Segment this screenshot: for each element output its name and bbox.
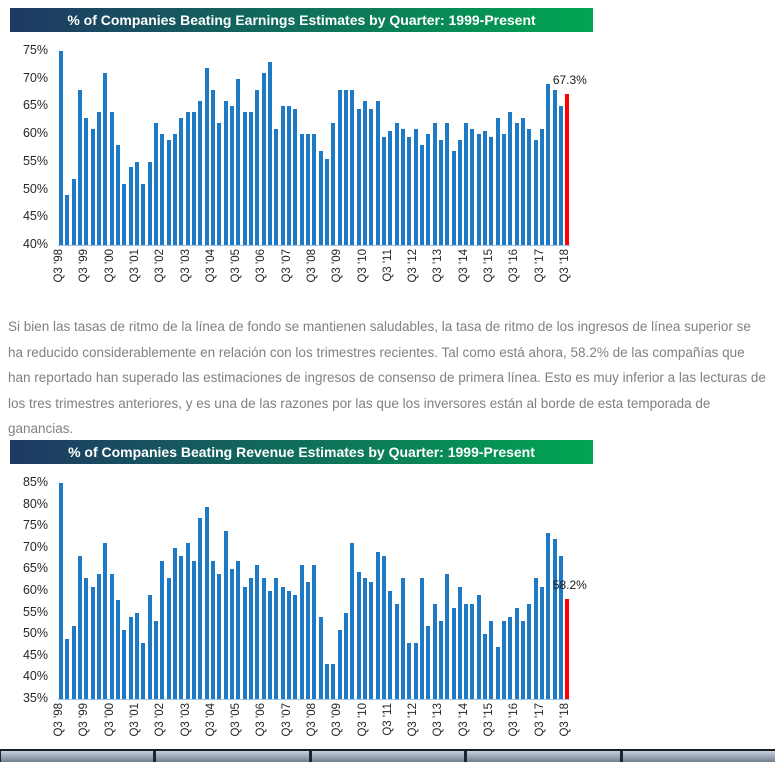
bar [160,561,164,699]
bar [167,578,171,699]
y-axis-tick-label: 35% [22,691,48,705]
bar [300,565,304,699]
bar [502,621,506,699]
bar [293,595,297,699]
revenue-chart-title: % of Companies Beating Revenue Estimates by Quarter: 1999-Present [10,440,593,464]
bar [306,582,310,699]
x-axis-tick-label: Q3 '03 [179,703,192,737]
bar [179,118,183,245]
bar [534,140,538,245]
bar [496,647,500,699]
y-axis-tick-label: 65% [22,98,48,113]
x-axis-tick-label: Q3 '12 [407,249,420,283]
bar [464,604,468,699]
bar [363,578,367,699]
bar [489,621,493,699]
y-axis-tick-label: 70% [22,70,48,85]
x-axis-tick-label: Q3 '98 [53,703,66,737]
x-axis-tick-label: Q3 '14 [457,249,470,283]
bar [243,587,247,699]
bar [230,106,234,245]
bar [268,62,272,245]
x-axis-tick-label: Q3 '01 [129,249,141,283]
x-axis-tick-label: Q3 '10 [356,703,369,737]
bar [426,626,430,699]
taskbar-window-button[interactable] [623,751,775,762]
bar [483,131,487,245]
taskbar-window-button[interactable] [1,751,153,762]
bar [198,518,202,699]
y-axis-tick-label: 75% [22,43,48,57]
bar [420,578,424,699]
x-axis-tick-label: Q3 '09 [331,249,344,283]
bar [470,604,474,699]
bar [395,604,399,699]
bar [274,129,278,245]
taskbar-window-button[interactable] [156,751,308,762]
bar [262,578,266,699]
bar [129,167,133,245]
bar [173,548,177,699]
y-axis-tick-label: 40% [22,237,48,251]
bar [287,106,291,245]
bar [357,109,361,245]
bar [205,68,209,245]
taskbar-window-button[interactable] [312,751,464,762]
bar [255,565,259,699]
bar [186,543,190,699]
bar [534,578,538,699]
bar [116,600,120,699]
bar [262,73,266,245]
bar [433,604,437,699]
x-axis-tick-label: Q3 '02 [154,703,167,737]
bar [97,112,101,245]
bar [135,613,139,699]
bar [103,543,107,699]
bar [122,630,126,699]
bar [167,140,171,245]
commentary-paragraph: Si bien las tasas de ritmo de la línea de fondo se mantienen saludables, la tasa de ritmo de los ingresos de línea superior se ha reducido considerablemente en relación con los trimestres recientes. Tal como está ahora, 58.2% de las compañías que han reportado han superado las estimaciones de ingresos de consenso de primera línea. Esto es muy inferior a las lecturas de los tres trimestres anteriores, y es una de las razones por las que los inversores están al borde de esta temporada de ganancias. [8,319,766,436]
bar [395,123,399,245]
x-axis-tick-label: Q3 '11 [381,249,394,282]
bar [426,134,430,245]
bar [211,561,215,699]
revenue-chart [0,470,600,762]
bar [186,112,190,245]
bar [338,630,342,699]
bar [502,134,506,245]
x-axis-tick-label: Q3 '98 [53,249,66,283]
bar [433,123,437,245]
bar [84,578,88,699]
bar [312,565,316,699]
bar [281,106,285,245]
x-axis-tick-label: Q3 '08 [306,703,318,737]
y-axis-tick-label: 60% [22,126,48,141]
y-axis-tick-label: 55% [22,153,48,168]
x-axis-tick-label: Q3 '13 [432,249,445,283]
bar [414,643,418,699]
bar [344,613,348,699]
bar [78,90,82,245]
bar [154,621,158,699]
x-axis-tick-label: Q3 '07 [280,703,293,737]
earnings-chart-title: % of Companies Beating Earnings Estimates by Quarter: 1999-Present [10,8,593,32]
bar [515,608,519,699]
bar [268,591,272,699]
x-axis-tick-label: Q3 '00 [103,703,116,737]
bar [129,617,133,699]
bar [59,51,63,245]
bar [84,118,88,245]
bar [236,561,240,699]
x-axis-tick-label: Q3 '17 [533,703,546,737]
x-axis-tick-label: Q3 '18 [558,249,571,283]
bar [224,531,228,699]
bar [414,129,418,245]
bar [477,595,481,699]
bar [110,574,114,699]
x-axis-tick-label: Q3 '06 [255,249,268,283]
bar [350,90,354,245]
bar [331,664,335,699]
bar [452,151,456,245]
bar [439,621,443,699]
bar [230,569,234,699]
bar [376,552,380,699]
bar [287,591,291,699]
plot-area [58,483,570,700]
taskbar [0,749,775,762]
x-axis-tick-label: Q3 '02 [154,249,167,283]
y-axis-tick-label: 65% [22,561,48,576]
bar [243,112,247,245]
y-axis-tick-label: 55% [22,604,48,619]
y-axis-tick-label: 85% [22,475,48,489]
bar [135,162,139,245]
bar [420,145,424,245]
bar [464,123,468,245]
bar [192,561,196,699]
bar [122,184,126,245]
bar [325,664,329,699]
bar [148,162,152,245]
bar [521,118,525,245]
bar [388,131,392,245]
bar [540,587,544,699]
y-axis-tick-label: 60% [22,583,48,597]
x-axis-tick-label: Q3 '13 [432,703,445,737]
bar [553,539,557,699]
bar [205,507,209,699]
x-axis-tick-label: Q3 '11 [381,703,394,736]
bar [173,134,177,245]
bar [338,90,342,245]
bar [325,159,329,245]
last-value-label: 67.3% [552,72,587,87]
bar [553,90,557,245]
bar [508,112,512,245]
bar [496,118,500,245]
bar [72,626,76,699]
bar [527,129,531,245]
bar [388,591,392,699]
bar [91,587,95,699]
bar [65,195,69,245]
bar [546,533,550,699]
plot-area [58,51,570,246]
y-axis-tick-label: 75% [22,518,48,533]
x-axis-tick-label: Q3 '14 [457,703,470,737]
x-axis-tick-label: Q3 '06 [255,703,268,737]
bar [192,112,196,245]
bar [521,621,525,699]
taskbar-window-button[interactable] [467,751,619,762]
earnings-chart [0,44,600,306]
x-axis-tick-label: Q3 '05 [230,249,243,283]
bar [78,556,82,699]
bar [103,73,107,245]
bar [458,587,462,699]
highlighted-bar [565,94,569,245]
bar [255,90,259,245]
x-axis-tick-label: Q3 '99 [78,703,91,737]
bar [306,134,310,245]
bar [224,101,228,245]
bar [445,123,449,245]
bar [65,639,69,699]
bar [274,578,278,699]
x-axis-tick-label: Q3 '99 [78,249,91,283]
bar [72,179,76,246]
y-axis-tick-label: 50% [22,181,48,196]
bar [319,151,323,245]
bar [376,101,380,245]
x-axis-tick-label: Q3 '01 [129,703,141,737]
bar [141,643,145,699]
x-axis-tick-label: Q3 '04 [204,703,217,737]
bar [350,543,354,699]
bar [249,578,253,699]
bar [116,145,120,245]
bar [382,137,386,245]
x-axis-tick-label: Q3 '07 [280,249,293,283]
bar [59,483,63,699]
bar [489,137,493,245]
x-axis-tick-label: Q3 '12 [407,703,420,737]
bar [154,123,158,245]
bar [148,595,152,699]
bar [401,129,405,245]
bar [483,634,487,699]
highlighted-bar [565,599,569,699]
x-axis-tick-label: Q3 '15 [482,249,495,283]
bar [540,129,544,245]
bar [477,134,481,245]
bar [281,587,285,699]
bar [407,137,411,245]
last-value-label: 58.2% [552,577,587,592]
y-axis-tick-label: 70% [22,539,48,554]
bar [439,140,443,245]
bar [401,578,405,699]
bar [363,101,367,245]
bar [458,140,462,245]
bar [110,112,114,245]
bar [470,129,474,245]
bar [160,134,164,245]
bar [97,574,101,699]
x-axis-tick-label: Q3 '18 [558,703,571,737]
bar [198,101,202,245]
x-axis-tick-label: Q3 '04 [204,249,217,283]
bar [515,123,519,245]
x-axis-tick-label: Q3 '05 [230,703,243,737]
bar [217,574,221,699]
bar [312,134,316,245]
bar [407,643,411,699]
y-axis-tick-label: 50% [22,626,48,641]
bar [211,90,215,245]
x-axis-tick-label: Q3 '09 [331,703,344,737]
y-axis-tick-label: 45% [22,209,48,224]
bar [293,109,297,245]
x-axis-tick-label: Q3 '10 [356,249,369,283]
bar [91,129,95,245]
x-axis-tick-label: Q3 '16 [508,249,521,283]
bar [382,556,386,699]
x-axis-tick-label: Q3 '15 [482,703,495,737]
bar [217,123,221,245]
bar [369,582,373,699]
bar [508,617,512,699]
bar [357,572,361,699]
bar [559,106,563,245]
bar [527,604,531,699]
bar [141,184,145,245]
bar [331,123,335,245]
bar [236,79,240,245]
x-axis-tick-label: Q3 '03 [179,249,192,283]
y-axis-tick-label: 40% [22,669,48,684]
bar [300,134,304,245]
bar [452,608,456,699]
y-axis-tick-label: 80% [22,496,48,511]
bar [546,84,550,245]
bar [369,109,373,245]
x-axis-tick-label: Q3 '00 [103,249,116,283]
bar [249,112,253,245]
bar [445,574,449,699]
x-axis-tick-label: Q3 '17 [533,249,546,283]
bar [319,617,323,699]
bar [179,556,183,699]
x-axis-tick-label: Q3 '08 [306,249,318,283]
y-axis-tick-label: 45% [22,647,48,662]
bar [344,90,348,245]
x-axis-tick-label: Q3 '16 [508,703,521,737]
